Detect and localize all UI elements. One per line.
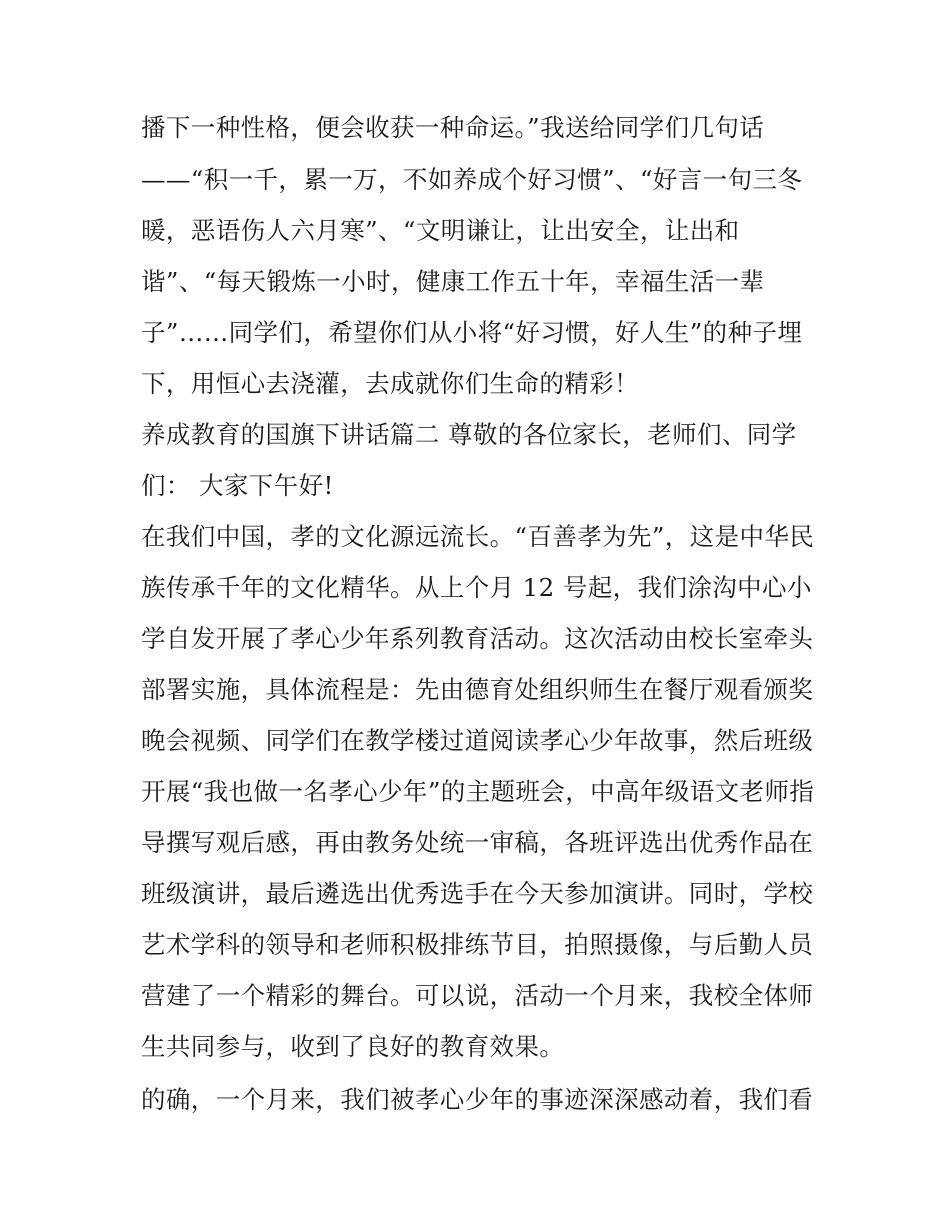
text-line: 部署实施，具体流程是：先由德育处组织师生在餐厅观看颁奖 (141, 675, 814, 704)
text-line: 导撰写观后感，再由教务处统一审稿，各班评选出优秀作品在 (141, 828, 814, 857)
text-line: 下，用恒心去浇灌，去成就你们生命的精彩！ (141, 369, 639, 398)
text-line: 的确，一个月来，我们被孝心少年的事迹深深感动着，我们看 (141, 1085, 814, 1114)
section-heading-line: 养成教育的国旗下讲话篇二 尊敬的各位家长，老师们、同学 (141, 420, 797, 449)
text-line: 开展“我也做一名孝心少年”的主题班会，中高年级语文老师指 (141, 777, 815, 806)
text-line: 生共同参与，收到了良好的教育效果。 (141, 1032, 565, 1061)
text-line: 播下一种性格，便会收获一种命运。”我送给同学们几句话 (141, 113, 765, 142)
text-line: 学自发开展了孝心少年系列教育活动。这次活动由校长室牵头 (141, 624, 814, 653)
text-line: 班级演讲，最后遴选出优秀选手在今天参加演讲。同时，学校 (141, 879, 814, 908)
text-line: 谐”、“每天锻炼一小时，健康工作五十年，幸福生活一辈 (141, 267, 765, 296)
text-line: 营建了一个精彩的舞台。可以说，活动一个月来，我校全体师 (141, 981, 814, 1010)
text-line: 子”……同学们，希望你们从小将“好习惯，好人生”的种子埋 (141, 318, 803, 347)
text-line: 暖，恶语伤人六月寒”、“文明谦让，让出安全，让出和 (141, 216, 740, 245)
text-line: 艺术学科的领导和老师积极排练节目，拍照摄像，与后勤人员 (141, 930, 814, 959)
text-line: ——“积一千，累一万，不如养成个好习惯”、“好言一句三冬 (141, 165, 803, 194)
text-line: 族传承千年的文化精华。从上个月 12 号起，我们涂沟中心小 (141, 573, 812, 602)
text-line: 在我们中国，孝的文化源远流长。“百善孝为先”，这是中华民 (141, 522, 815, 551)
greeting-line: 们： 大家下午好! (141, 471, 334, 500)
text-line: 晚会视频、同学们在教学楼过道阅读孝心少年故事，然后班级 (141, 726, 814, 755)
